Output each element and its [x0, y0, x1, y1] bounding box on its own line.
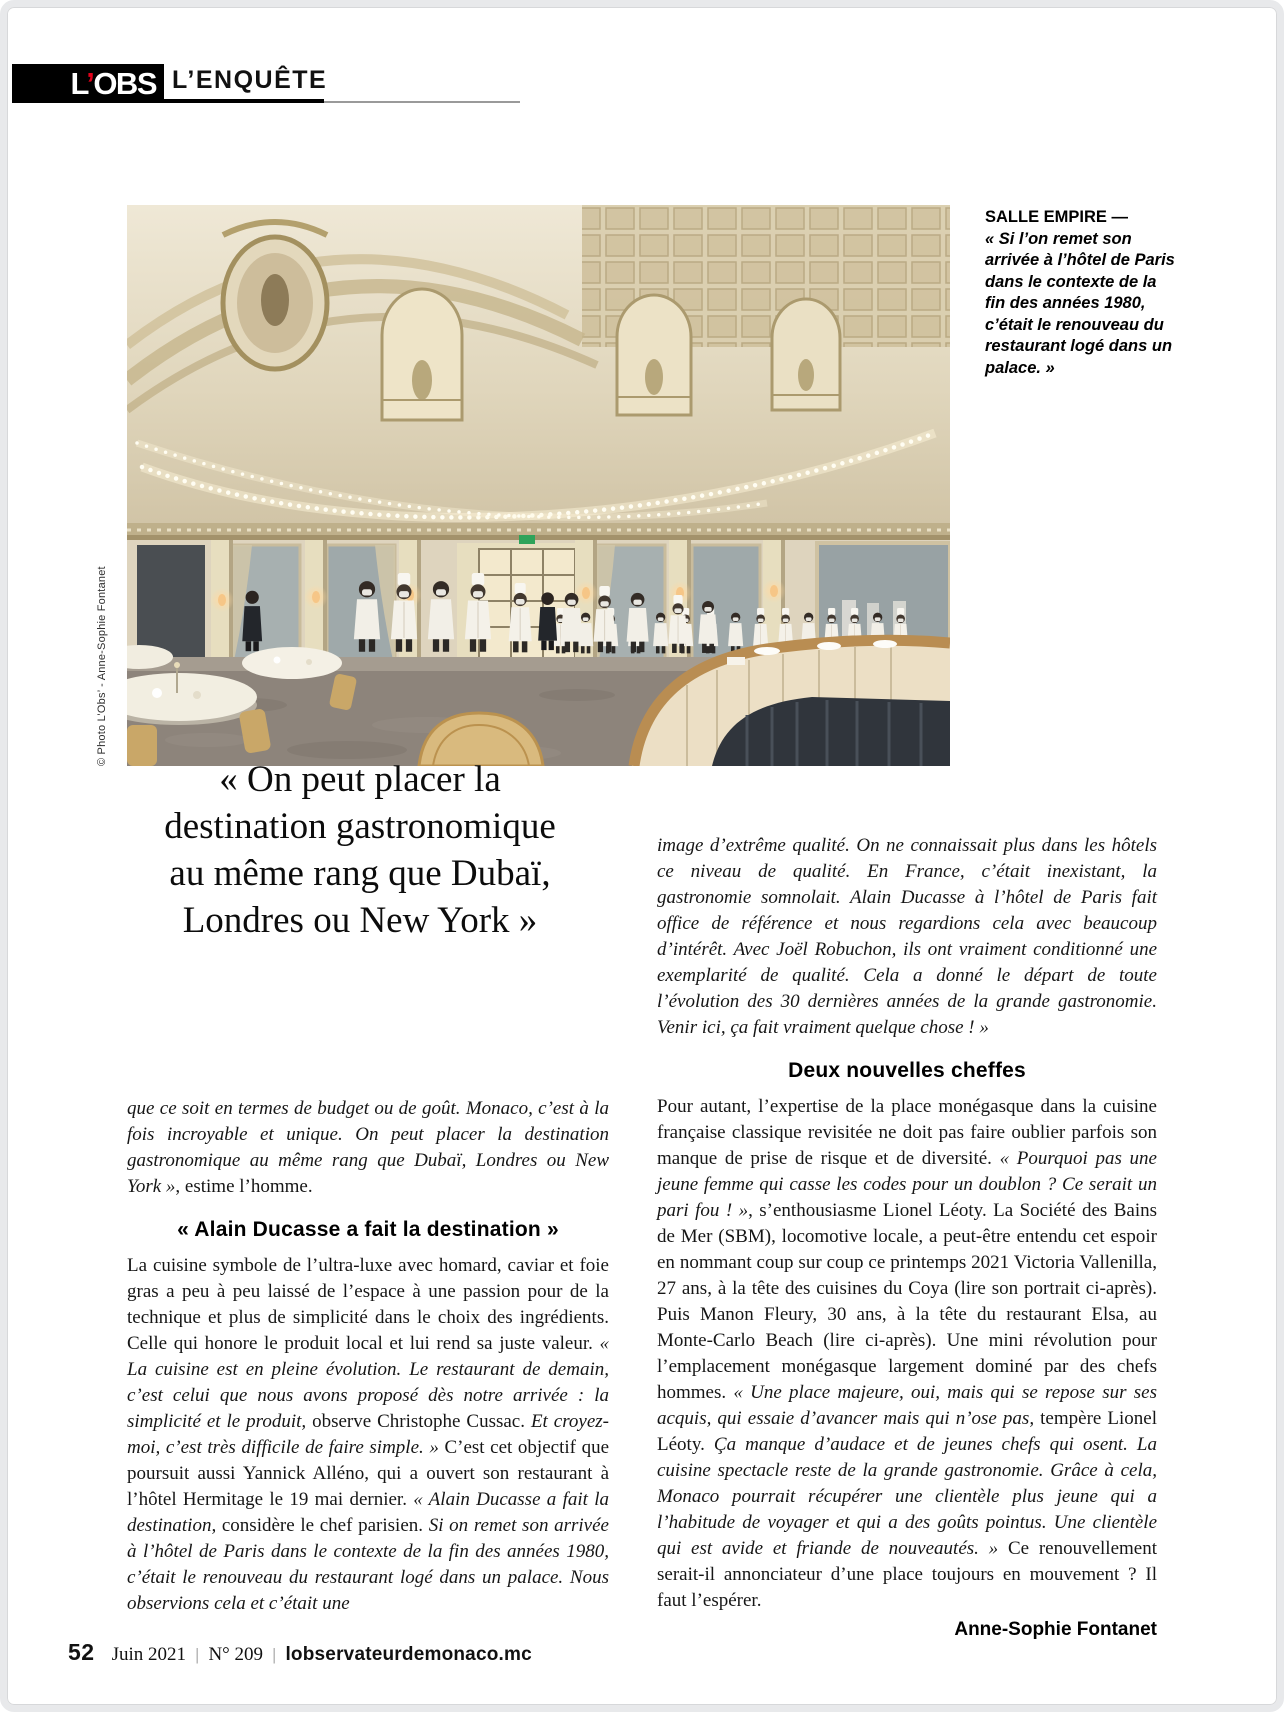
page-number: 52 — [68, 1639, 95, 1665]
footer-date: Juin 2021 — [111, 1644, 187, 1665]
section-title: L’ENQUÊTE — [172, 66, 328, 94]
pull-quote-line: Londres ou New York » — [182, 900, 538, 941]
footer-website: lobservateurdemonaco.mc — [285, 1644, 532, 1665]
pull-quote — [121, 756, 599, 944]
author-signature: Anne-Sophie Fontanet — [954, 1619, 1157, 1640]
pull-quote-line: « On peut placer la — [219, 759, 501, 800]
photo-caption — [985, 207, 1177, 379]
right-intro-paragraph: image d’extrême qualité. On ne connaissait plus dans les hôtels ce niveau de qualité. En France, c’était inexistant, la gastronomie somnolait. Alain Ducasse à l’hôtel de Paris fait office de référence et nous regardions cela avec beaucoup d’intérêt. Avec Joël Robuchon, ils ont vraiment conditionné une exemplarité de qualité. Cela a donné le départ de toute l’évolution des 30 dernières années de la grande gastronomie. Venir ici, ça fait vraiment quelque chose ! » — [657, 835, 1157, 1038]
lobs-logo — [12, 64, 164, 103]
footer-separator: | — [272, 1645, 277, 1664]
article-column-left — [127, 1096, 609, 1617]
salle-empire-photo — [127, 205, 950, 766]
salle-empire-photo-illustration — [127, 205, 950, 766]
right-body-paragraph: Pour autant, l’expertise de la place monégasque dans la cuisine française classique revisitée ne doit pas faire oublier parfois son manque de prise de risque et de diversité. « Pourquoi pas une jeune femme qui casse les codes pour un doublon ? Ce serait un pari fou ! », s’enthousiasme Lionel Léoty. La Société des Bains de Mer (SBM), locomotive locale, a peut-être entendu cet espoir en nommant coup sur coup ce printemps 2021 Victoria Vallenilla, 27 ans, à la tête des cuisines du Coya (lire son portrait ci-après). Puis Manon Fleury, 30 ans, à la tête du restaurant Elsa, au Monte-Carlo Beach (lire ci-après). Une mini révolution pour l’emplacement monégasque largement dominé par des chefs hommes. « Une place majeure, oui, mais qui se repose sur ses acquis, qui essaie d’avancer mais qui n’ose pas, tempère Lionel Léoty. Ça manque d’audace et de jeunes chefs qui osent. La cuisine spectacle reste de la grande gastronomie. Grâce à cela, Monaco pourrait récupérer une clientèle plus jeune qui a l’habitude de voyager et qui a des goûts pointus. Une clientèle qui est avide et friande de nouveautés. » Ce renouvellement serait-il annonciateur d’une place toujours en mouvement ? Il faut l’espérer. — [657, 1096, 1158, 1611]
pull-quote-line: destination gastronomique — [164, 806, 556, 847]
left-intro-paragraph: que ce soit en termes de budget ou de goût. Monaco, c’est à la fois incroyable et unique. On peut placer la destination gastronomique au même rang que Dubaï, Londres ou New York », estime l’homme. — [127, 1098, 609, 1197]
footer-separator: | — [195, 1645, 200, 1664]
header-rule-black — [164, 99, 324, 103]
footer-issue-number: N° 209 — [208, 1644, 264, 1665]
photo-credit: © Photo L’Obs’ - Anne-Sophie Fontanet — [96, 566, 108, 766]
page-footer — [68, 1639, 532, 1666]
photo-caption-text: « Si l’on remet son arrivée à l’hôtel de Paris dans le contexte de la fin des années 1980, c’était le renouveau du restaurant logé dans un palace. » — [985, 229, 1175, 377]
article-column-right — [657, 833, 1157, 1643]
lobs-logo-text: L’OBS — [70, 66, 156, 101]
photo-caption-title: SALLE EMPIRE — — [985, 208, 1129, 226]
left-subhead: « Alain Ducasse a fait la destination » — [177, 1218, 559, 1241]
pull-quote-line: au même rang que Dubaï, — [169, 853, 551, 894]
right-subhead: Deux nouvelles cheffes — [788, 1059, 1026, 1082]
left-body-paragraph: La cuisine symbole de l’ultra-luxe avec homard, caviar et foie gras a peu à peu laissé de l’espace à une passion pour de la technique et plus de simplicité dans le choix des ingrédients. Celle qui honore le produit local et lui rend sa juste valeur. « La cuisine est en pleine évolution. Le restaurant de demain, c’est celui que nous avons proposé dès notre arrivée : la simplicité et le produit, observe Christophe Cussac. Et croyez-moi, c’est très difficile de faire simple. » C’est cet objectif que poursuit aussi Yannick Alléno, qui a ouvert son restaurant à l’hôtel Hermitage le 19 mai dernier. « Alain Ducasse a fait la destination, considère le chef parisien. Si on remet son arrivée à l’hôtel de Paris dans le contexte de la fin des années 1980, c’était le renouveau du restaurant logé dans un palace. Nous observions cela et c’était une — [127, 1255, 610, 1614]
